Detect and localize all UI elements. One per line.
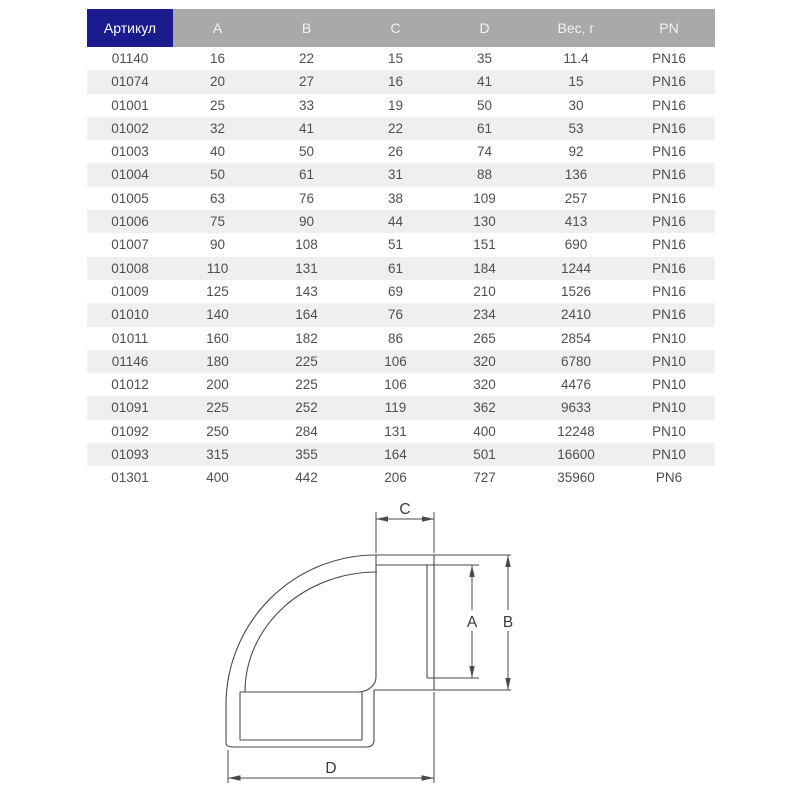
header-cell: D xyxy=(440,9,529,47)
table-cell: 01009 xyxy=(87,280,173,303)
table-cell: 22 xyxy=(351,117,440,140)
table-cell: 130 xyxy=(440,210,529,233)
table-cell: 53 xyxy=(529,117,623,140)
table-cell: PN16 xyxy=(623,94,715,117)
table-cell: 27 xyxy=(262,70,351,93)
table-cell: 106 xyxy=(351,350,440,373)
header-cell: PN xyxy=(623,9,715,47)
arrowhead-right-icon xyxy=(422,775,435,780)
header-cell-accent: Артикул xyxy=(87,9,173,47)
table-cell: 6780 xyxy=(529,350,623,373)
table-cell: 01003 xyxy=(87,140,173,163)
table-cell: PN6 xyxy=(623,466,715,489)
table-cell: 108 xyxy=(262,233,351,256)
table-cell: 61 xyxy=(351,257,440,280)
table-cell: 01012 xyxy=(87,373,173,396)
table-cell: 01006 xyxy=(87,210,173,233)
table-cell: 362 xyxy=(440,396,529,419)
dimension-b xyxy=(500,555,516,690)
table-cell: 12248 xyxy=(529,420,623,443)
table-cell: 252 xyxy=(262,396,351,419)
table-cell: 90 xyxy=(262,210,351,233)
table-cell: 74 xyxy=(440,140,529,163)
table-cell: 355 xyxy=(262,443,351,466)
table-cell: 33 xyxy=(262,94,351,117)
table-cell: PN16 xyxy=(623,257,715,280)
dimension-c xyxy=(376,501,434,553)
table-cell: 442 xyxy=(262,466,351,489)
table-cell: 16 xyxy=(173,47,262,70)
dimension-a xyxy=(427,565,480,678)
table-cell: 50 xyxy=(173,163,262,186)
table-cell: 16600 xyxy=(529,443,623,466)
header-cell: A xyxy=(173,9,262,47)
table-cell: 63 xyxy=(173,187,262,210)
table-cell: 125 xyxy=(173,280,262,303)
arrowhead-down-icon xyxy=(469,666,474,678)
table-cell: PN10 xyxy=(623,350,715,373)
table-cell: 01004 xyxy=(87,163,173,186)
table-cell: 110 xyxy=(173,257,262,280)
table-cell: 41 xyxy=(440,70,529,93)
table-cell: 01011 xyxy=(87,327,173,350)
table-cell: 400 xyxy=(440,420,529,443)
table-cell: 90 xyxy=(173,233,262,256)
table-cell: 61 xyxy=(262,163,351,186)
table-cell: PN16 xyxy=(623,140,715,163)
table-cell: 26 xyxy=(351,140,440,163)
table-cell: 22 xyxy=(262,47,351,70)
table-cell: 15 xyxy=(351,47,440,70)
table-cell: PN16 xyxy=(623,47,715,70)
table-cell: 01005 xyxy=(87,187,173,210)
table-cell: 92 xyxy=(529,140,623,163)
table-cell: 01074 xyxy=(87,70,173,93)
table-cell: 164 xyxy=(262,303,351,326)
elbow-outline xyxy=(226,555,514,747)
dim-label-a: A xyxy=(466,614,478,631)
table-cell: 234 xyxy=(440,303,529,326)
table-cell: 131 xyxy=(351,420,440,443)
table-cell: 51 xyxy=(351,233,440,256)
table-cell: PN10 xyxy=(623,443,715,466)
header-cell: B xyxy=(262,9,351,47)
table-cell: 136 xyxy=(529,163,623,186)
table-cell: 320 xyxy=(440,373,529,396)
table-cell: 1526 xyxy=(529,280,623,303)
table-cell: PN10 xyxy=(623,327,715,350)
table-cell: 75 xyxy=(173,210,262,233)
arrowhead-left-icon xyxy=(376,516,388,521)
table-cell: 01093 xyxy=(87,443,173,466)
table-cell: 50 xyxy=(262,140,351,163)
table-cell: 284 xyxy=(262,420,351,443)
table-cell: 200 xyxy=(173,373,262,396)
table-cell: 32 xyxy=(173,117,262,140)
table-cell: 01002 xyxy=(87,117,173,140)
table-cell: 44 xyxy=(351,210,440,233)
table-cell: 2854 xyxy=(529,327,623,350)
table-cell: 180 xyxy=(173,350,262,373)
header-cell: Вес, г xyxy=(529,9,623,47)
table-cell: 400 xyxy=(173,466,262,489)
arrowhead-down-icon xyxy=(505,678,510,690)
table-cell: 131 xyxy=(262,257,351,280)
table-cell: 35 xyxy=(440,47,529,70)
table-cell: 86 xyxy=(351,327,440,350)
header-cell: C xyxy=(351,9,440,47)
table-cell: 35960 xyxy=(529,466,623,489)
table-cell: 184 xyxy=(440,257,529,280)
table-cell: 15 xyxy=(529,70,623,93)
table-cell: 206 xyxy=(351,466,440,489)
table-cell: 164 xyxy=(351,443,440,466)
table-cell: 40 xyxy=(173,140,262,163)
table-cell: 225 xyxy=(262,350,351,373)
table-cell: 76 xyxy=(351,303,440,326)
table-cell: 69 xyxy=(351,280,440,303)
table-cell: 1244 xyxy=(529,257,623,280)
arrowhead-right-icon xyxy=(422,516,434,521)
table-cell: PN16 xyxy=(623,303,715,326)
table-cell: 4476 xyxy=(529,373,623,396)
table-cell: 413 xyxy=(529,210,623,233)
table-cell: 50 xyxy=(440,94,529,117)
table-cell: 315 xyxy=(173,443,262,466)
table-cell: PN16 xyxy=(623,233,715,256)
table-cell: 501 xyxy=(440,443,529,466)
table-cell: 250 xyxy=(173,420,262,443)
table-cell: 25 xyxy=(173,94,262,117)
table-cell: 225 xyxy=(173,396,262,419)
dim-label-b: B xyxy=(502,614,514,631)
table-cell: 61 xyxy=(440,117,529,140)
table-cell: PN16 xyxy=(623,70,715,93)
table-cell: PN16 xyxy=(623,187,715,210)
table-cell: 31 xyxy=(351,163,440,186)
table-cell: 38 xyxy=(351,187,440,210)
table-cell: PN10 xyxy=(623,396,715,419)
table-cell: 01146 xyxy=(87,350,173,373)
table-cell: 182 xyxy=(262,327,351,350)
table-cell: 140 xyxy=(173,303,262,326)
table-cell: 106 xyxy=(351,373,440,396)
table-cell: 265 xyxy=(440,327,529,350)
table-cell: 01008 xyxy=(87,257,173,280)
table-cell: 19 xyxy=(351,94,440,117)
table-cell: 257 xyxy=(529,187,623,210)
table-cell: 160 xyxy=(173,327,262,350)
dimension-d xyxy=(228,692,434,783)
table-cell: 143 xyxy=(262,280,351,303)
table-cell: 151 xyxy=(440,233,529,256)
arrowhead-up-icon xyxy=(505,555,510,567)
table-cell: 727 xyxy=(440,466,529,489)
table-cell: 01001 xyxy=(87,94,173,117)
dim-label-d: D xyxy=(325,760,337,777)
arrowhead-left-icon xyxy=(228,775,241,780)
table-cell: 320 xyxy=(440,350,529,373)
table-cell: 01091 xyxy=(87,396,173,419)
table-cell: 01010 xyxy=(87,303,173,326)
table-cell: 88 xyxy=(440,163,529,186)
table-cell: 225 xyxy=(262,373,351,396)
table-cell: 30 xyxy=(529,94,623,117)
table-cell: 11.4 xyxy=(529,47,623,70)
table-cell: 41 xyxy=(262,117,351,140)
dim-label-c: C xyxy=(399,501,411,518)
table-cell: PN10 xyxy=(623,420,715,443)
table-cell: 119 xyxy=(351,396,440,419)
table-cell: PN10 xyxy=(623,373,715,396)
table-cell: 109 xyxy=(440,187,529,210)
table-cell: 16 xyxy=(351,70,440,93)
table-cell: 690 xyxy=(529,233,623,256)
table-cell: PN16 xyxy=(623,210,715,233)
table-cell: 01092 xyxy=(87,420,173,443)
table-cell: 01140 xyxy=(87,47,173,70)
table-cell: PN16 xyxy=(623,117,715,140)
table-cell: 01007 xyxy=(87,233,173,256)
table-cell: 9633 xyxy=(529,396,623,419)
table-cell: 76 xyxy=(262,187,351,210)
table-cell: 01301 xyxy=(87,466,173,489)
table-cell: 20 xyxy=(173,70,262,93)
table-cell: PN16 xyxy=(623,163,715,186)
table-cell: PN16 xyxy=(623,280,715,303)
table-cell: 2410 xyxy=(529,303,623,326)
table-cell: 210 xyxy=(440,280,529,303)
arrowhead-up-icon xyxy=(469,565,474,577)
